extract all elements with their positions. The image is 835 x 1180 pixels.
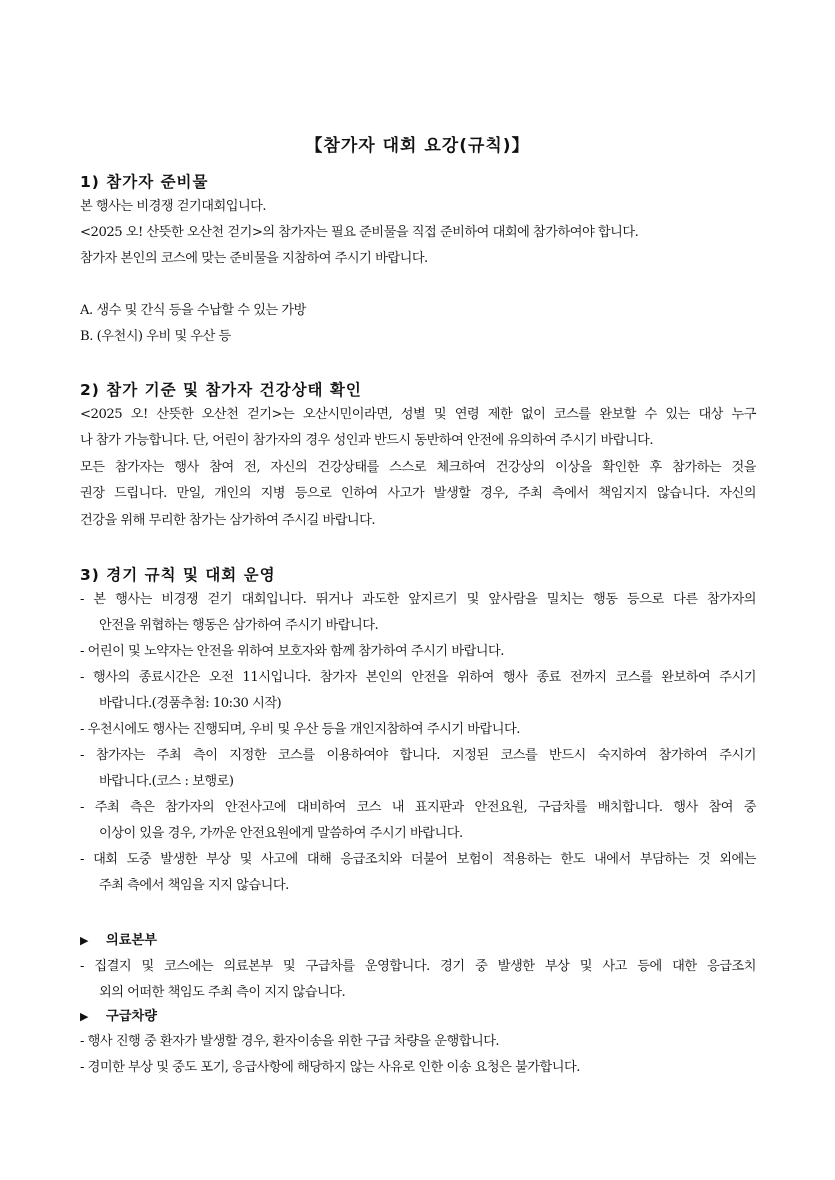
section-2-line: 모든 참가자는 행사 참여 전, 자신의 건강상태를 스스로 체크하여 건강상의 이상을 확인한 후 참가하는 것을 [80, 460, 756, 475]
section-3-line: 주최 측에서 책임을 지지 않습니다. [99, 878, 289, 893]
section-3-line: - 주최 측은 참가자의 안전사고에 대비하여 코스 내 표지판과 안전요원, 구급차를 배치합니다. 행사 참여 중 [80, 800, 756, 815]
medical-heading-label: 의료본부 [106, 933, 157, 948]
ambulance-line: - 경미한 부상 및 중도 포기, 응급사항에 해당하지 않는 사유로 인한 이송 요청은 불가합니다. [80, 1060, 580, 1075]
section-2-heading: 2) 참가 기준 및 참가자 건강상태 확인 [80, 381, 362, 399]
section-3-line: 바랍니다.(경품추첨: 10:30 시작) [99, 696, 282, 711]
section-3-line: - 본 행사는 비경쟁 걷기 대회입니다. 뛰거나 과도한 앞지르기 및 앞사람을 밀치는 행동 등으로 다른 참가자의 [80, 592, 756, 607]
section-3-line: - 어린이 및 노약자는 안전을 위하여 보호자와 함께 참가하여 주시기 바랍니다. [80, 644, 504, 659]
triangle-right-icon: ▶ [80, 1010, 89, 1023]
section-1-line: 참가자 본인의 코스에 맞는 준비물을 지참하여 주시기 바랍니다. [80, 251, 428, 266]
section-1-line: 본 행사는 비경쟁 걷기대회입니다. [80, 199, 267, 214]
medical-line: 외의 어떠한 책임도 주최 측이 지지 않습니다. [99, 985, 346, 1000]
section-3-heading: 3) 경기 규칙 및 대회 운영 [80, 566, 276, 584]
ambulance-heading [80, 1008, 157, 1026]
section-1-item-a: A. 생수 및 간식 등을 수납할 수 있는 가방 [80, 303, 306, 318]
triangle-right-icon: ▶ [80, 934, 89, 947]
section-2-line: <2025 오! 산뜻한 오산천 걷기>는 오산시민이라면, 성별 및 연령 제한 없이 코스를 완보할 수 있는 대상 누구 [80, 407, 756, 422]
section-2-line: 나 참가 가능합니다. 단, 어린이 참가자의 경우 성인과 반드시 동반하여 안전에 유의하여 주시기 바랍니다. [80, 433, 654, 448]
section-3-line: - 대회 도중 발생한 부상 및 사고에 대해 응급조치와 더불어 보험이 적용하는 한도 내에서 부담하는 것 외에는 [80, 852, 756, 867]
section-2-line: 권장 드립니다. 만일, 개인의 지병 등으로 인하여 사고가 발생할 경우, 주최 측에서 책임지지 않습니다. 자신의 [80, 486, 756, 501]
medical-line: - 집결지 및 코스에는 의료본부 및 구급차를 운영합니다. 경기 중 발생한 부상 및 사고 등에 대한 응급조치 [80, 959, 756, 974]
section-3-line: 안전을 위협하는 행동은 삼가하여 주시기 바랍니다. [99, 618, 379, 633]
medical-heading [80, 932, 157, 950]
section-1-item-b: B. (우천시) 우비 및 우산 등 [80, 329, 231, 344]
section-3-line: - 행사의 종료시간은 오전 11시입니다. 참가자 본인의 안전을 위하여 행사 종료 전까지 코스를 완보하여 주시기 [80, 670, 756, 685]
section-1-heading: 1) 참가자 준비물 [80, 173, 209, 191]
ambulance-heading-label: 구급차량 [106, 1009, 157, 1024]
section-3-line: 바랍니다.(코스 : 보행로) [99, 774, 234, 789]
section-1-line: <2025 오! 산뜻한 오산천 걷기>의 참가자는 필요 준비물을 직접 준비하여 대회에 참가하여야 합니다. [80, 225, 639, 240]
section-3-line: - 우천시에도 행사는 진행되며, 우비 및 우산 등을 개인지참하여 주시기 바랍니다. [80, 722, 520, 737]
section-3-line: - 참가자는 주최 측이 지정한 코스를 이용하여야 합니다. 지정된 코스를 반드시 숙지하여 참가하여 주시기 [80, 748, 756, 763]
document-title: 【참가자 대회 요강(규칙)】 [305, 136, 530, 156]
section-2-line: 건강을 위해 무리한 참가는 삼가하여 주시길 바랍니다. [80, 513, 376, 528]
ambulance-line: - 행사 진행 중 환자가 발생할 경우, 환자이송을 위한 구급 차량을 운행합니다. [80, 1034, 500, 1049]
section-3-line: 이상이 있을 경우, 가까운 안전요원에게 말씀하여 주시기 바랍니다. [99, 826, 463, 841]
